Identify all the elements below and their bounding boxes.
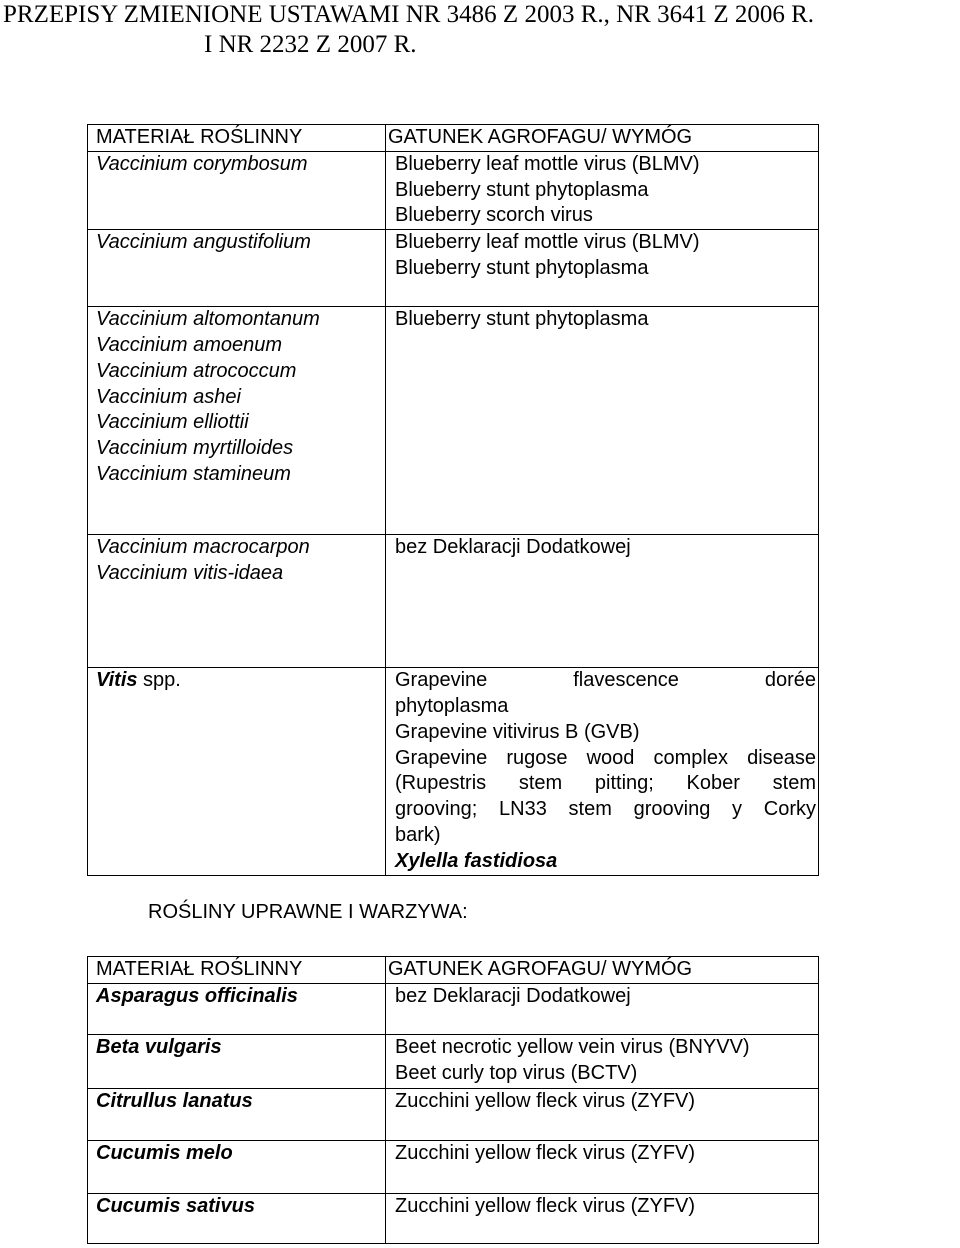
table-row [88,151,819,229]
requirement-cell: bez Deklaracji Dodatkowej [386,983,819,1034]
requirement-cell: Zucchini yellow fleck virus (ZYFV) [386,1140,819,1193]
plant-cell: Asparagus officinalis [88,983,386,1034]
table-header-row [88,125,819,152]
requirement-cell: Zucchini yellow fleck virus (ZYFV) [386,1193,819,1243]
table-row [88,983,819,1034]
plant-cell: Vaccinium angustifolium [88,230,386,307]
plant-cell: Cucumis sativus [88,1193,386,1243]
section-title: ROŚLINY UPRAWNE I WARZYWA: [148,901,468,923]
plant-cell: Vaccinium altomontanum Vaccinium amoenum Vaccinium atrococcum Vaccinium ashei Vaccinium elliottii Vaccinium myrtilloides Vaccinium stamineum [88,307,386,535]
requirement-cell: Blueberry leaf mottle virus (BLMV) Blueberry stunt phytoplasma Blueberry scorch virus [386,151,819,229]
requirement-cell: bez Deklaracji Dodatkowej [386,535,819,668]
table-row [88,1193,819,1243]
header-cell-requirement: GATUNEK AGROFAGU/ WYMÓG [386,125,819,152]
document-title [0,0,960,60]
table-row [88,230,819,307]
plant-cell: Cucumis melo [88,1140,386,1193]
plant-cell: Beta vulgaris [88,1034,386,1088]
title-line-1: PRZEPISY ZMIENIONE USTAWAMI NR 3486 Z 2003 R., NR 3641 Z 2006 R. [3,1,815,28]
table-header-row [88,957,819,984]
requirement-cell: Blueberry stunt phytoplasma [386,307,819,535]
requirement-cell: Blueberry leaf mottle virus (BLMV) Blueberry stunt phytoplasma [386,230,819,307]
table-row [88,1088,819,1140]
table-row [88,1140,819,1193]
table-row [88,307,819,535]
header-cell-material: MATERIAŁ ROŚLINNY [88,957,386,984]
table-row [88,535,819,668]
plant-cell: Vaccinium corymbosum [88,151,386,229]
fruit-plants-table [87,124,819,876]
crops-vegetables-table [87,956,819,1244]
header-cell-material: MATERIAŁ ROŚLINNY [88,125,386,152]
plant-cell: Vitis spp. [88,668,386,875]
table-row [88,668,819,875]
title-line-2: I NR 2232 Z 2007 R. [204,31,417,58]
table-row [88,1034,819,1088]
plant-cell: Vaccinium macrocarpon Vaccinium vitis-idaea [88,535,386,668]
header-cell-requirement: GATUNEK AGROFAGU/ WYMÓG [386,957,819,984]
requirement-cell: Beet necrotic yellow vein virus (BNYVV) Beet curly top virus (BCTV) [386,1034,819,1088]
requirement-cell: Grapevine flavescence dorée phytoplasma Grapevine vitivirus B (GVB) Grapevine rugose wood complex disease (Rupestris stem pitting; Kober stem grooving; LN33 stem grooving y Corky bark) Xylella fastidiosa [386,668,819,875]
requirement-cell: Zucchini yellow fleck virus (ZYFV) [386,1088,819,1140]
plant-cell: Citrullus lanatus [88,1088,386,1140]
